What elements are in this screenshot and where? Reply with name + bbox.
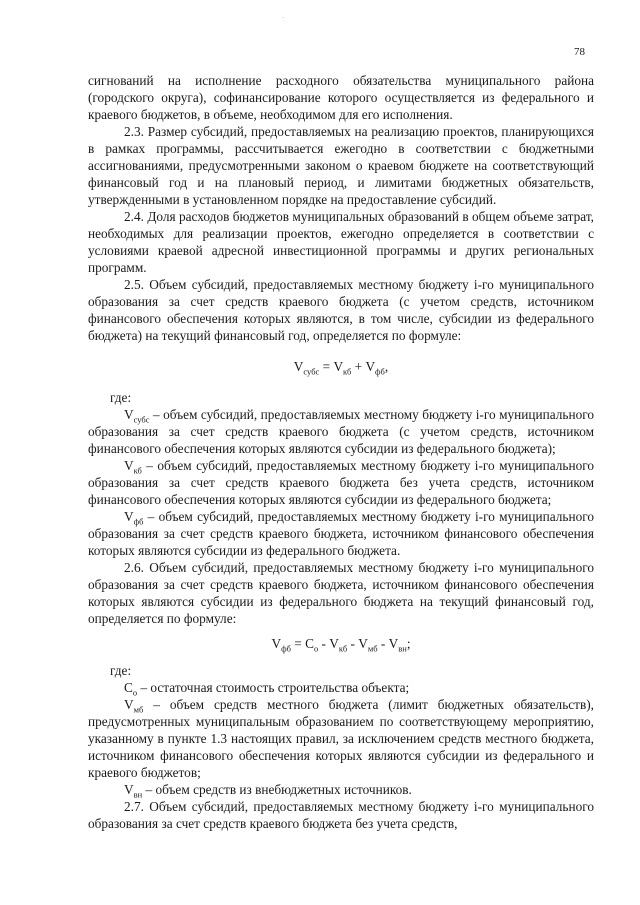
definition-v-mb: $V_{мб}$ – объем средств местного бюджета (лимит бюджетных обязательств), предусмотренных муниципальным образованием по соответствующему мероприятию, указанному в пункте 1.3 настоящих правил, за исключением средств местного бюджета, источником финансового обеспечения которых являются субсидии из федерального и краевого бюджетов;: [88, 697, 594, 780]
paragraph-continuation: сигнований на исполнение расходного обязательства муниципального района (городского округа), софинансирование которого осуществляется из федерального и краевого бюджетов, в объеме, необходимом для его исполнения.: [88, 73, 594, 122]
definition-v-fb: $V_{фб}$ – объем субсидий, предоставляемых местному бюджету i-го муниципального образования за счет средств краевого бюджета, источником финансового обеспечения которых являются субсидии из федерального бюджета.: [88, 509, 594, 558]
where-label-1: где:: [110, 390, 132, 405]
definition-v-kb: $V_{кб}$ – объем субсидий, предоставляемых местному бюджету i-го муниципального образования за счет средств краевого бюджета без учета средств, источником финансового обеспечения которых являются субсидии из федерального бюджета;: [88, 458, 594, 507]
page-number: 78: [574, 46, 585, 58]
paragraph-2-6: 2.6. Объем субсидий, предоставляемых местному бюджету i-го муниципального образования за счет средств краевого бюджета, источником финансового обеспечения которых являются субсидии из федерального бюджета на текущий финансовый год, определяется по формуле:: [88, 560, 594, 626]
paragraph-2-5: 2.5. Объем субсидий, предоставляемых местному бюджету i-го муниципального образования за счет средств краевого бюджета (с учетом средств, источником финансового обеспечения которых являются, в том числе, субсидии из федерального бюджета) на текущий финансовый год, определяется по формуле:: [88, 277, 594, 343]
document-body: [88, 72, 594, 832]
formula-subsidy-total: $V_{субс} = V_{кб} + V_{фб}$,: [293, 359, 389, 377]
paragraph-2-7: 2.7. Объем субсидий, предоставляемых местному бюджету i-го муниципального образования за счет средств краевого бюджета без учета средств,: [88, 799, 594, 831]
definition-c-o: $C_о$ – остаточная стоимость строительства объекта;: [124, 680, 410, 698]
top-mark: .: [283, 14, 285, 20]
paragraph-2-4: 2.4. Доля расходов бюджетов муниципальных образований в общем объеме затрат, необходимых для реализации проектов, ежегодно определяется в соответствии с условиями краевой адресной инвестиционной программы и других региональных программ.: [88, 209, 594, 275]
definition-v-vn: $V_{вн}$ – объем средств из внебюджетных источников.: [124, 782, 412, 800]
where-label-2: где:: [110, 663, 132, 678]
formula-subsidy-federal: $V_{фб} = C_о - V_{кб} - V_{мб} - V_{вн}$;: [271, 636, 411, 654]
definition-v-subs: $V_{субс}$ – объем субсидий, предоставляемых местному бюджету i-го муниципального образования за счет средств краевого бюджета (с учетом средств, источником финансового обеспечения которых являются субсидии из федерального бюджета);: [88, 407, 594, 456]
paragraph-2-3: 2.3. Размер субсидий, предоставляемых на реализацию проектов, планирующихся в рамках программы, рассчитывается ежегодно в соответствии с бюджетными ассигнованиями, предусмотренными законом о краевом бюджете на соответствующий финансовый год и на плановый период, и лимитами бюджетных обязательств, утвержденными в установленном порядке на предоставление субсидий.: [88, 124, 594, 207]
